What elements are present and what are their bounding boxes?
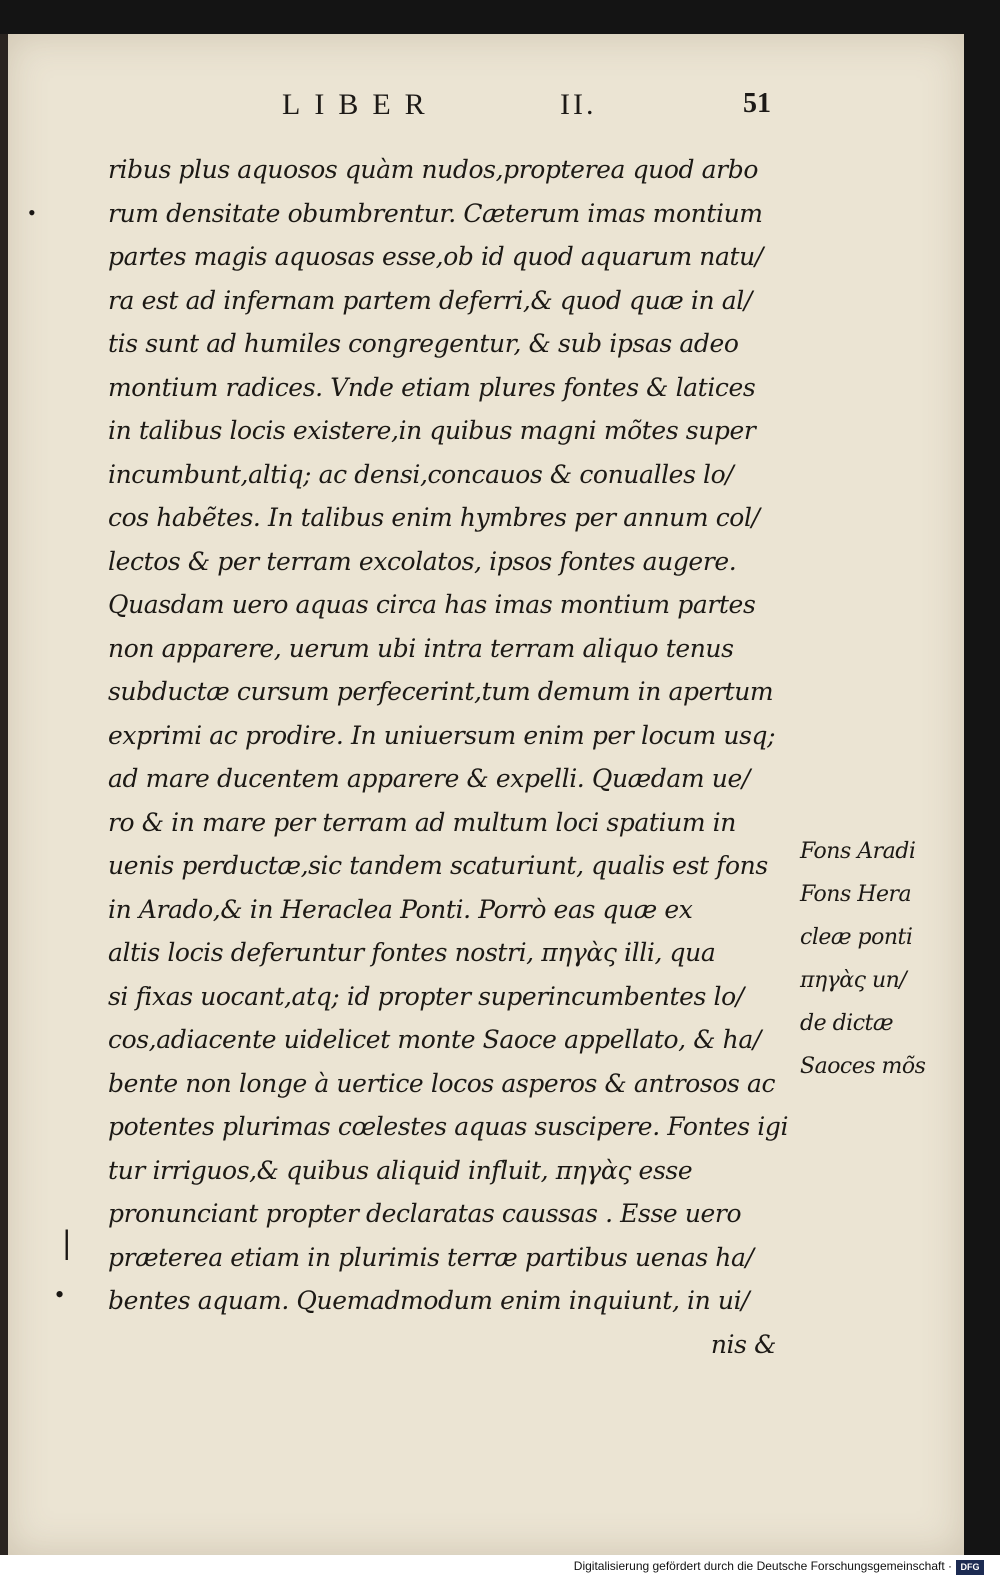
text-line: ra est ad infernam partem deferri,& quod quæ in al/ [108,285,752,315]
text-line: potentes plurimas cœlestes aquas suscipere. Fontes igi [108,1112,789,1141]
text-line: cos habẽtes. In talibus enim hymbres per annum col/ [108,503,760,532]
margin-note: πηγὰς un/ [800,968,907,993]
margin-note: Fons Aradi [800,839,916,864]
text-line: subductæ cursum perfecerint,tum demum in apertum [108,677,774,706]
funding-credit: Digitalisierung gefördert durch die Deutsche Forschungsgemeinschaft · [573,1559,952,1573]
text-line: pronunciant propter declaratas caussas . Esse uero [108,1199,742,1228]
margin-dot-mark: • [55,1280,65,1309]
text-line: bente non longe à uertice locos asperos & antrosos ac [108,1068,776,1098]
text-line: ad mare ducentem apparere & expelli. Quædam ue/ [108,764,750,793]
text-line: exprimi ac prodire. In uniuersum enim per locum usq; [108,720,776,750]
text-line: in Arado,& in Heraclea Ponti. Porrò eas quæ ex [108,894,693,924]
folio-number: 51 [743,88,771,119]
text-line: tur irriguos,& quibus aliquid influit, πηγὰς esse [108,1155,693,1185]
page-gutter [0,34,8,1555]
margin-note: de dictæ [800,1011,894,1036]
text-line: ribus plus aquosos quàm nudos,propterea quod arbo [108,155,758,184]
text-line: incumbunt,altiq; ac densi,concauos & conualles lo/ [108,459,734,489]
running-head: LIBER [282,88,439,121]
page-header [0,88,1000,128]
text-line: præterea etiam in plurimis terræ partibus uenas ha/ [108,1242,754,1272]
text-line: lectos & per terram excolatos, ipsos fontes augere. [108,546,737,576]
text-line: montium radices. Vnde etiam plures fontes & latices [108,372,756,402]
margin-note: cleæ ponti [800,925,913,950]
digitization-footer [0,1555,1000,1581]
text-line: in talibus locis existere,in quibus magni mõtes super [108,416,756,445]
text-line: bentes aquam. Quemadmodum enim inquiunt, in ui/ [108,1286,750,1315]
text-line: Quasdam uero aquas circa has imas montium partes [108,590,756,619]
text-line: altis locis deferuntur fontes nostri, πηγὰς illi, qua [108,938,716,967]
text-line: uenis perductæ,sic tandem scaturiunt, qualis est fons [108,851,768,880]
text-line: rum densitate obumbrentur. Cæterum imas montium [108,198,763,228]
margin-dot-mark: • [28,200,36,225]
margin-note: Fons Hera [800,882,912,907]
margin-note: Saoces mõs [800,1054,926,1079]
marginal-notes [800,830,960,1088]
text-line: si fixas uocant,atq; id propter superincumbentes lo/ [108,981,744,1011]
main-text [108,148,798,1366]
text-line: non apparere, uerum ubi intra terram aliquo tenus [108,633,734,663]
book-number: II. [560,88,597,121]
margin-stroke-mark: | [63,1224,71,1261]
text-line: tis sunt ad humiles congregentur, & sub ipsas adeo [108,329,739,358]
catchword: nis & [710,1329,776,1359]
text-line: ro & in mare per terram ad multum loci spatium in [108,807,736,837]
text-line: cos,adiacente uidelicet monte Saoce appellato, & ha/ [108,1025,761,1054]
dfg-logo-icon: DFG [956,1560,984,1575]
text-line: partes magis aquosas esse,ob id quod aquarum natu/ [108,242,763,271]
